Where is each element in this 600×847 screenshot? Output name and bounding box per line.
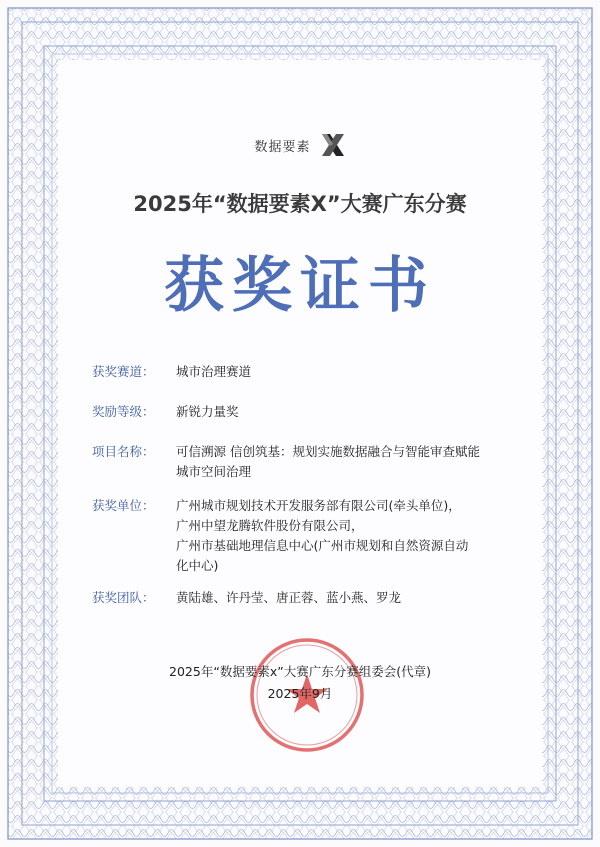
value-line: 城市治理赛道	[176, 364, 252, 379]
field-value	[176, 588, 531, 608]
value-line: 城市空间治理	[176, 464, 252, 479]
value-line: 新锐力量奖	[176, 404, 239, 419]
field-value	[176, 496, 531, 576]
value-line: 广州城市规划技术开发服务部有限公司(牵头单位)，	[176, 498, 461, 513]
field-label: 获奖单位：	[92, 498, 155, 513]
contest-logo	[0, 132, 600, 166]
field-value	[176, 362, 531, 382]
contest-subtitle: 2025年“数据要素X”大赛广东分赛	[133, 192, 467, 216]
value-line: 广州中望龙腾软件股份有限公司，	[176, 518, 364, 533]
field-label: 获奖团队：	[92, 590, 155, 605]
value-line: 可信溯源 信创筑基：规划实施数据融合与智能审查赋能	[176, 444, 480, 459]
logo-text: 数据要素	[254, 139, 311, 155]
value-line: 黄陆雄、许丹莹、唐正蓉、蓝小燕、罗龙	[176, 590, 402, 605]
x-logo-icon	[320, 132, 346, 158]
issue-date: 2025年9月	[267, 686, 333, 701]
field-label: 奖励等级：	[92, 404, 155, 419]
field-value	[176, 402, 531, 422]
value-line: 化中心)	[176, 558, 219, 573]
field-value	[176, 442, 531, 482]
field-label: 项目名称：	[92, 444, 155, 459]
field-label: 获奖赛道：	[92, 364, 155, 379]
certificate-title: 获奖证书	[164, 251, 436, 321]
issuer-line: 2025年“数据要素x”大赛广东分赛组委会(代章)	[169, 664, 431, 679]
value-line: 广州市基础地理信息中心(广州市规划和自然资源自动	[176, 538, 469, 553]
